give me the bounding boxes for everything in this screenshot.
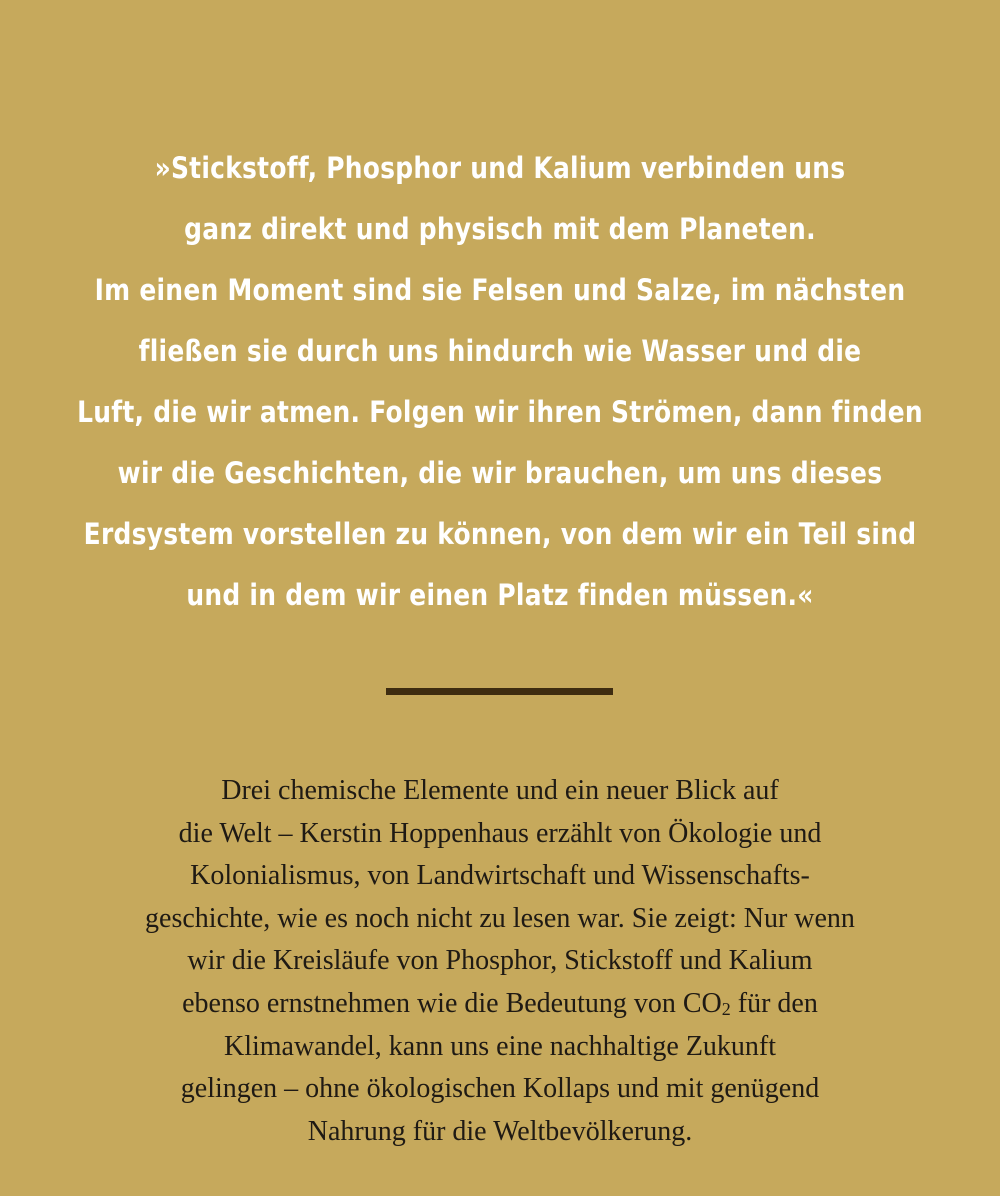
quote-line: Luft, die wir atmen. Folgen wir ihren Strömen, dann finden [77, 395, 923, 429]
description-line: geschichte, wie es noch nicht zu lesen war. Sie zeigt: Nur wenn [145, 902, 855, 934]
description-line-part: für den [730, 987, 818, 1019]
description-line: Kolonialismus, von Landwirtschaft und Wissenschafts- [190, 860, 810, 892]
description-line: Drei chemische Elemente und ein neuer Blick auf [221, 775, 779, 806]
pull-quote [70, 138, 930, 626]
quote-line: und in dem wir einen Platz finden müssen.« [186, 578, 814, 612]
quote-line: »Stickstoff, Phosphor und Kalium verbinden uns [154, 151, 846, 185]
description-line-co2 [0, 983, 1000, 1026]
quote-line: fließen sie durch uns hindurch wie Wasser und die [138, 334, 862, 368]
description-text [0, 770, 1000, 1153]
description-line: Nahrung für die Weltbevölkerung. [307, 1115, 693, 1147]
description-line: Klimawandel, kann uns eine nachhaltige Zukunft [223, 1030, 777, 1062]
description-line: gelingen – ohne ökologischen Kollaps und mit genügend [180, 1073, 820, 1105]
quote-line: Im einen Moment sind sie Felsen und Salze, im nächsten [94, 273, 906, 307]
description-line-part: ebenso ernstnehmen wie die Bedeutung von CO [182, 987, 722, 1019]
quote-line: Erdsystem vorstellen zu können, von dem wir ein Teil sind [83, 517, 917, 551]
description-line: wir die Kreisläufe von Phosphor, Stickstoff und Kalium [187, 945, 813, 977]
description-line: die Welt – Kerstin Hoppenhaus erzählt von Ökologie und [178, 817, 822, 849]
quote-line: ganz direkt und physisch mit dem Planeten. [184, 212, 816, 246]
quote-line: wir die Geschichten, die wir brauchen, um uns dieses [117, 456, 883, 490]
divider-rule [386, 688, 613, 695]
co2-subscript: 2 [721, 998, 731, 1019]
